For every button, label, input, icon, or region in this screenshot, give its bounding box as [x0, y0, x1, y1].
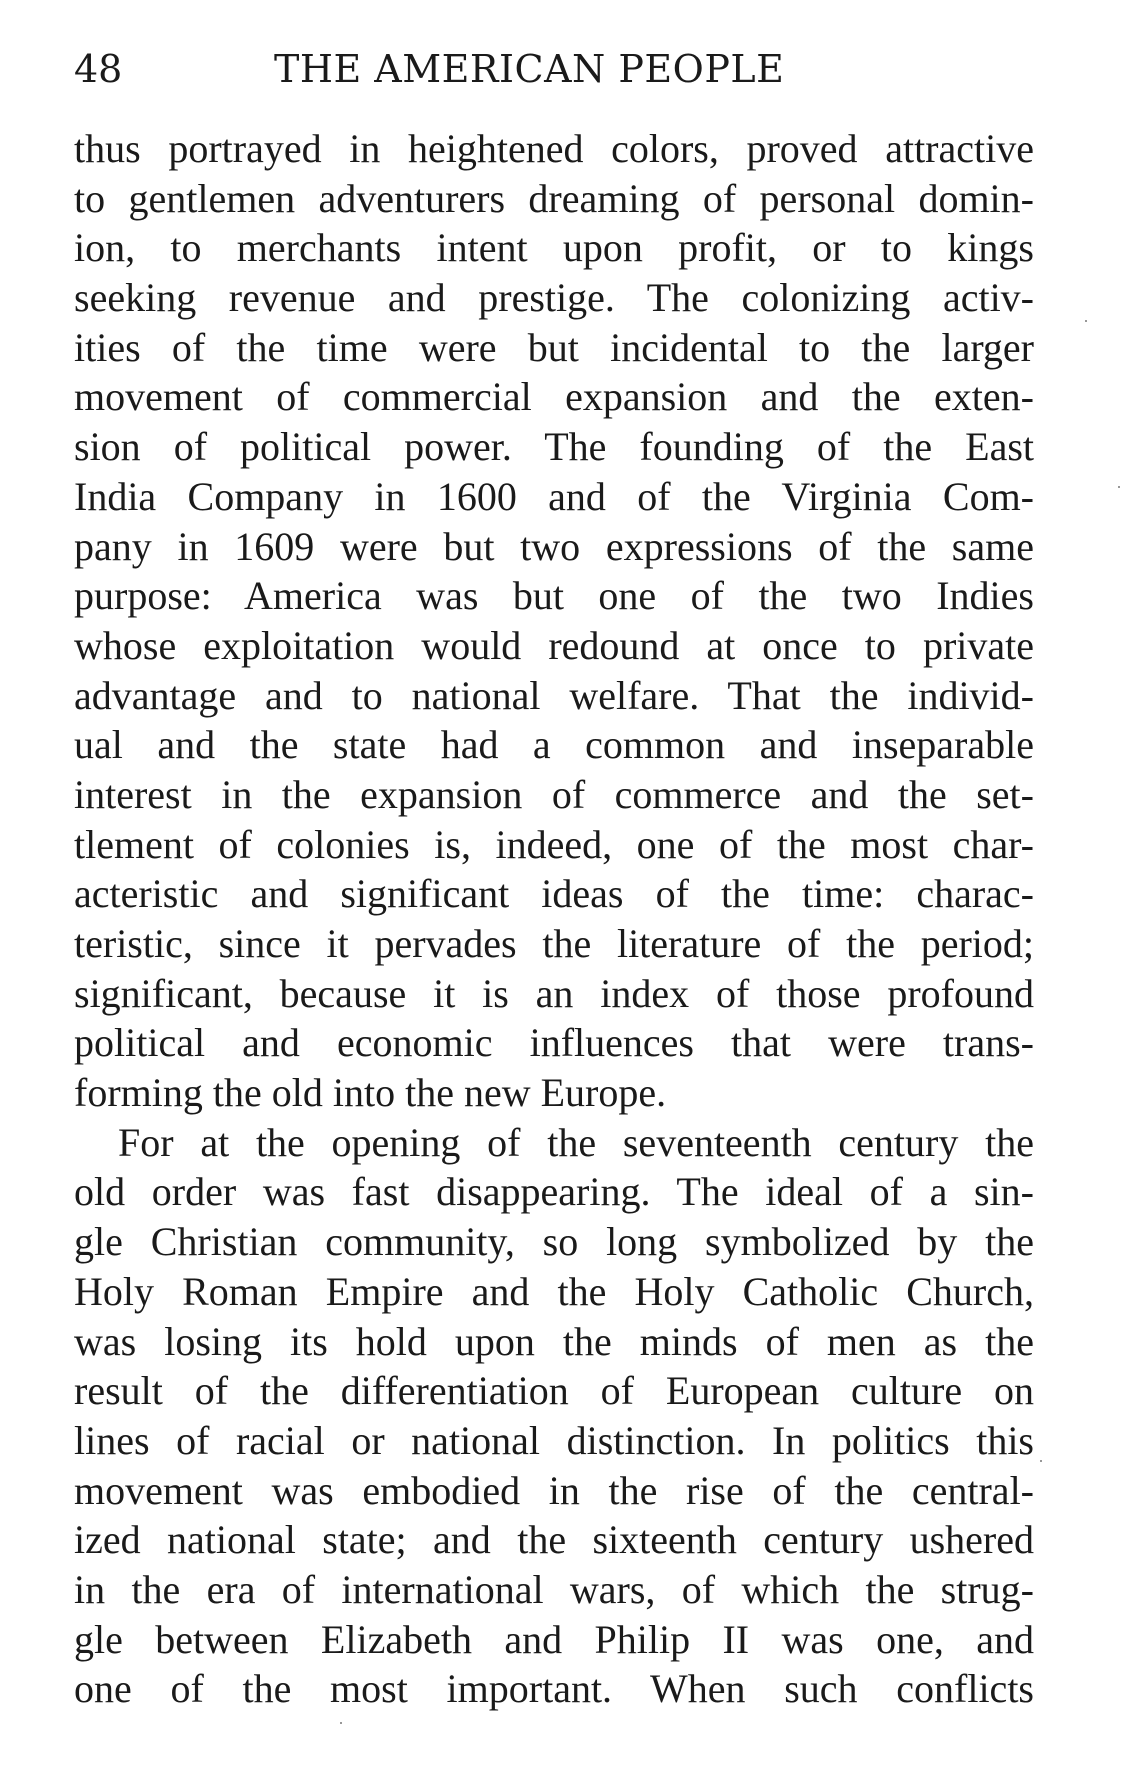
- text-line: in the era of international wars, of which the strug-: [74, 1566, 1034, 1612]
- text-line: tlement of colonies is, indeed, one of the most char-: [74, 821, 1034, 867]
- text-line: pany in 1609 were but two expressions of the same: [74, 523, 1034, 569]
- text-line: result of the differentiation of European culture on: [74, 1368, 1034, 1414]
- scan-speck: [1118, 486, 1120, 488]
- page-header: [74, 44, 1034, 94]
- text-line: gle between Elizabeth and Philip II was one, and: [74, 1616, 1034, 1662]
- text-line: interest in the expansion of commerce and the set-: [74, 771, 1034, 817]
- text-line: ual and the state had a common and inseparable: [74, 722, 1034, 768]
- text-line: purpose: America was but one of the two Indies: [74, 573, 1034, 619]
- text-line: ion, to merchants intent upon profit, or to kings: [74, 225, 1034, 271]
- paragraph-end-line: forming the old into the new Europe.: [74, 1070, 667, 1116]
- text-line: one of the most important. When such conflicts: [74, 1666, 1034, 1712]
- text-line: seeking revenue and prestige. The colonizing activ-: [74, 275, 1034, 321]
- text-line: India Company in 1600 and of the Virginia Com-: [74, 473, 1034, 519]
- text-line: old order was fast disappearing. The ideal of a sin-: [74, 1169, 1034, 1215]
- text-line: advantage and to national welfare. That the individ-: [74, 672, 1034, 718]
- text-line: to gentlemen adventurers dreaming of personal domin-: [74, 175, 1034, 221]
- text-line: thus portrayed in heightened colors, proved attractive: [74, 126, 1034, 171]
- text-line: movement was embodied in the rise of the central-: [74, 1467, 1034, 1513]
- text-line: acteristic and significant ideas of the time: charac-: [74, 871, 1034, 917]
- text-line: whose exploitation would redound at once to private: [74, 622, 1034, 668]
- page-number: 48: [74, 47, 123, 91]
- text-line: Holy Roman Empire and the Holy Catholic Church,: [74, 1268, 1034, 1314]
- text-line: sion of political power. The founding of the East: [74, 424, 1034, 470]
- text-line: movement of commercial expansion and the exten-: [74, 374, 1034, 420]
- running-head: THE AMERICAN PEOPLE: [274, 47, 785, 91]
- text-line: lines of racial or national distinction. In politics this: [74, 1417, 1034, 1463]
- text-line: teristic, since it pervades the literature of the period;: [74, 921, 1034, 966]
- text-line: gle Christian community, so long symbolized by the: [74, 1219, 1034, 1265]
- scan-speck: [340, 1722, 342, 1724]
- body-text: [74, 124, 1034, 1714]
- text-line: ities of the time were but incidental to the larger: [74, 324, 1034, 370]
- scan-speck: [1040, 1460, 1042, 1462]
- text-line: political and economic influences that were trans-: [74, 1020, 1034, 1066]
- text-line: significant, because it is an index of those profound: [74, 970, 1034, 1016]
- text-line: was losing its hold upon the minds of men as the: [74, 1318, 1034, 1364]
- paragraph-start-line: For at the opening of the seventeenth century the: [118, 1119, 1034, 1165]
- scan-speck: [1085, 320, 1087, 322]
- text-line: ized national state; and the sixteenth century ushered: [74, 1517, 1034, 1563]
